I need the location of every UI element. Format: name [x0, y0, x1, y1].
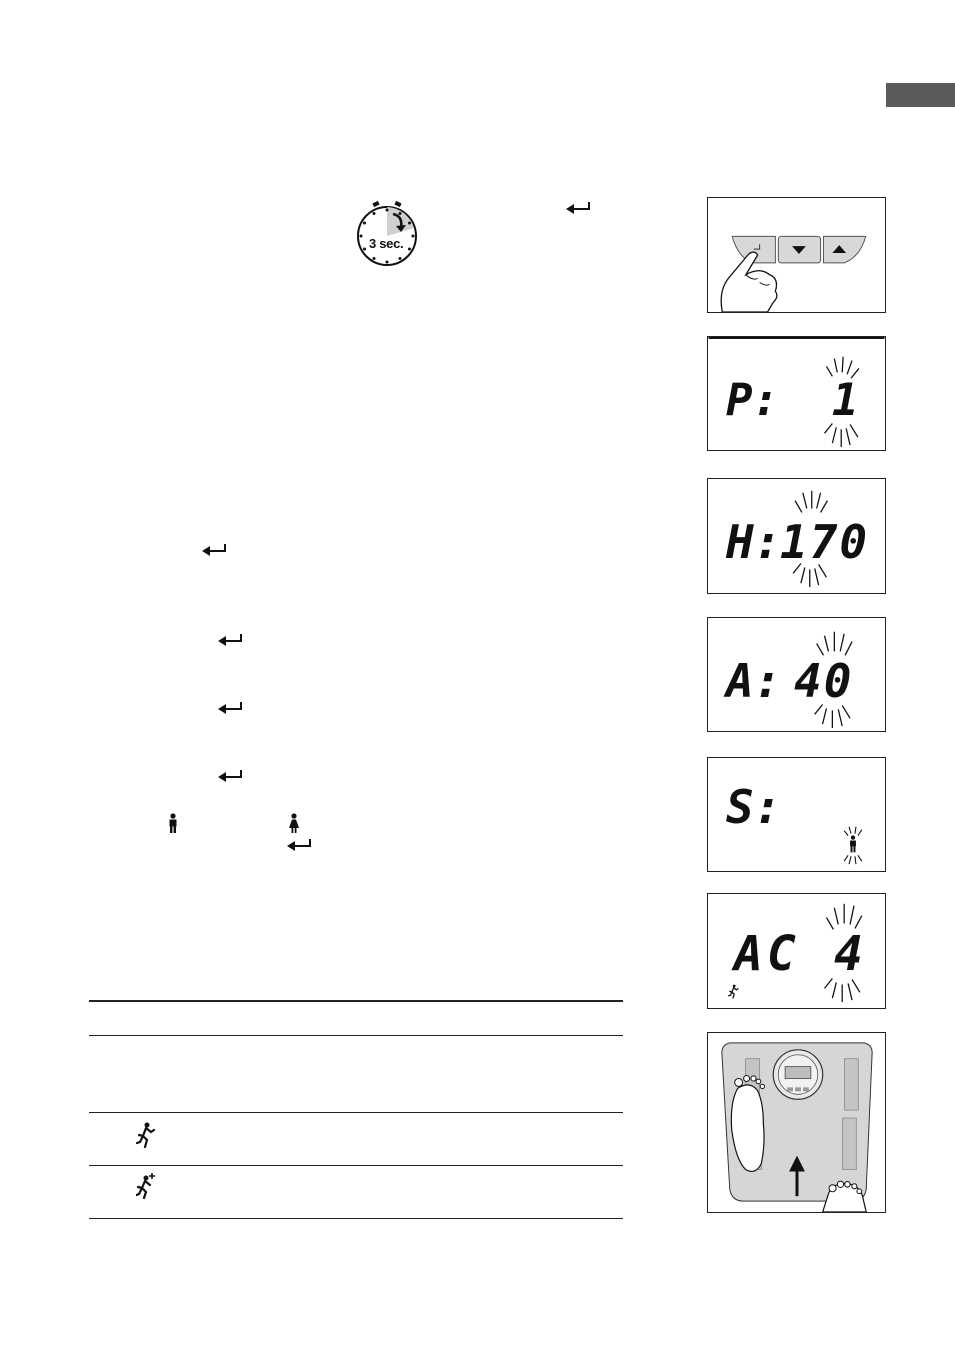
display-label: AC [734, 926, 800, 982]
enter-arrow-icon [202, 543, 228, 557]
display-value: 40 [794, 654, 854, 708]
display-value: 170 [780, 515, 870, 569]
display-value: 1 [832, 375, 859, 426]
table-row-divider [89, 1035, 623, 1036]
table-row-divider [89, 1165, 623, 1166]
enter-arrow-icon [287, 838, 313, 852]
display-label: S: [726, 780, 782, 834]
timer-label: 3 sec. [369, 236, 404, 251]
enter-arrow-icon [218, 769, 244, 783]
display-label: H: [726, 515, 782, 569]
male-person-icon [167, 813, 179, 833]
running-person-icon [136, 1122, 156, 1148]
lcd-display-age [707, 617, 886, 732]
enter-arrow-icon [566, 201, 592, 215]
enter-arrow-icon [218, 633, 244, 647]
table-top-rule [89, 1000, 623, 1002]
control-panel-illustration [707, 197, 886, 313]
scale-illustration [707, 1032, 886, 1213]
table-bottom-rule [89, 1218, 623, 1219]
stopwatch-icon [353, 198, 421, 266]
lcd-display-sex [707, 757, 886, 872]
lcd-display-activity [707, 893, 886, 1009]
section-tab-marker [886, 83, 955, 107]
enter-arrow-icon [218, 701, 244, 715]
display-value: 4 [834, 926, 863, 982]
display-label: A: [726, 654, 782, 708]
running-person-plus-icon [136, 1173, 156, 1199]
table-row-divider [89, 1112, 623, 1113]
lcd-display-profile [707, 336, 886, 451]
display-label: P: [726, 375, 779, 426]
lcd-display-height [707, 478, 886, 594]
female-person-icon [288, 813, 300, 833]
